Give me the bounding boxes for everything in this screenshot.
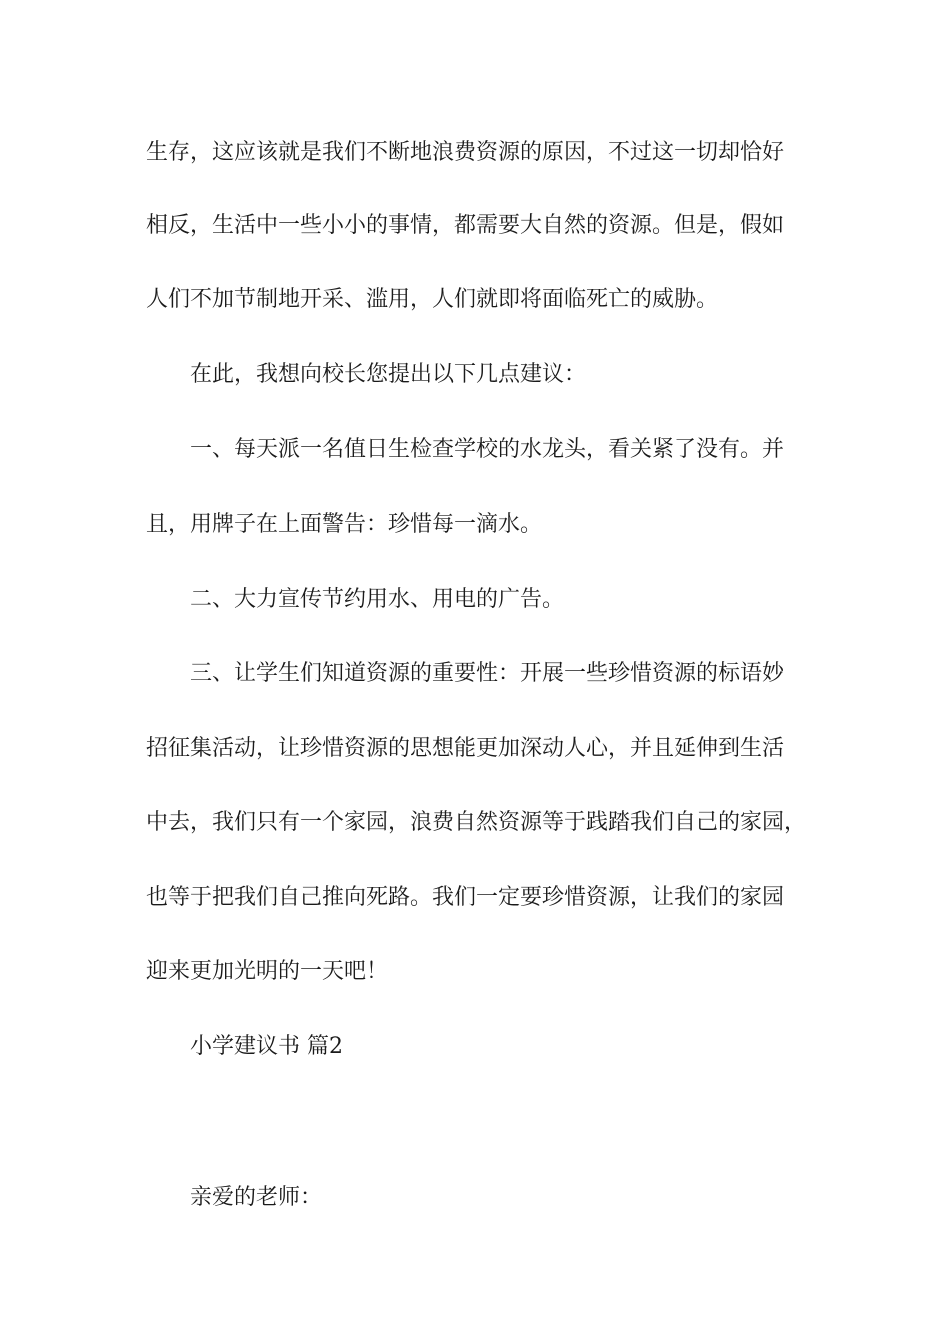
section-heading: 小学建议书 篇2 [190, 1034, 343, 1059]
text-line: 二、大力宣传节约用水、用电的广告。 [190, 587, 565, 612]
text-line: 人们不加节制地开采、滥用，人们就即将面临死亡的威胁。 [146, 287, 719, 312]
text-line: 在此，我想向校长您提出以下几点建议： [190, 362, 587, 387]
text-line: 迎来更加光明的一天吧！ [146, 959, 389, 984]
text-line: 生存，这应该就是我们不断地浪费资源的原因，不过这一切却恰好 [146, 140, 785, 165]
text-line: 也等于把我们自己推向死路。我们一定要珍惜资源，让我们的家园 [146, 885, 785, 910]
text-line: 中去，我们只有一个家园，浪费自然资源等于践踏我们自己的家园， [146, 810, 807, 835]
text-line: 一、每天派一名值日生检查学校的水龙头，看关紧了没有。并 [190, 437, 785, 462]
salutation: 亲爱的老师： [190, 1185, 323, 1210]
text-line: 且，用牌子在上面警告：珍惜每一滴水。 [146, 512, 543, 537]
text-line: 招征集活动，让珍惜资源的思想能更加深动人心，并且延伸到生活 [146, 736, 785, 761]
text-line: 相反，生活中一些小小的事情，都需要大自然的资源。但是，假如 [146, 213, 785, 238]
text-line: 三、让学生们知道资源的重要性：开展一些珍惜资源的标语妙 [190, 661, 785, 686]
